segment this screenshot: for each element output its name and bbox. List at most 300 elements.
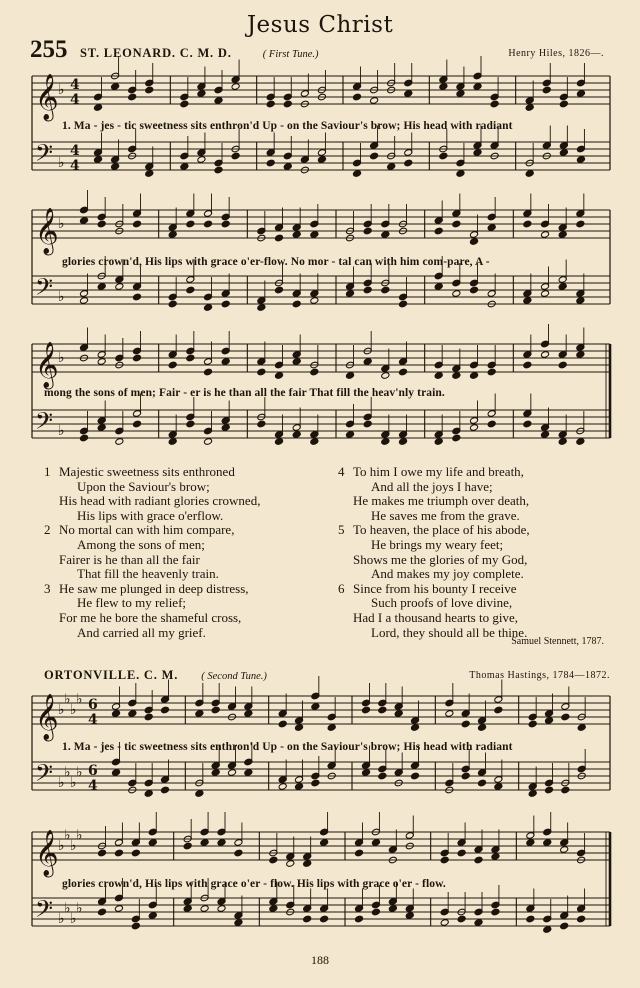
note-head: [311, 779, 320, 787]
note-head: [148, 912, 157, 920]
note-head: [487, 420, 496, 428]
note-head: [541, 231, 550, 239]
note-head: [168, 438, 177, 446]
note-head: [145, 170, 154, 178]
note-head: [371, 908, 380, 916]
note-head: [133, 293, 142, 301]
note-head: [111, 163, 120, 171]
note-head: [576, 351, 585, 359]
note-head: [197, 90, 206, 98]
note-head: [234, 919, 243, 927]
verse-line: [338, 480, 530, 495]
note-head: [541, 290, 550, 298]
note-head: [97, 358, 106, 366]
note-head: [577, 915, 586, 923]
lyric-line: 1. Ma - jes - tic sweetness sits enthron'd Up - on the Saviour's brow; His head with radiant: [62, 741, 513, 753]
note-head: [161, 706, 170, 714]
verse-text: Upon the Saviour's brow;: [77, 478, 210, 494]
note-head: [183, 842, 192, 850]
verse-text: To heaven, the place of his abode,: [353, 522, 530, 538]
note-head: [461, 720, 470, 728]
verse-text: And all the joys I have;: [371, 478, 493, 494]
note-head: [186, 420, 195, 428]
note-head: [183, 905, 192, 913]
note-head: [541, 351, 550, 359]
note-head: [381, 372, 390, 380]
note-head: [452, 220, 461, 228]
note-head: [541, 431, 550, 439]
note-head: [353, 170, 362, 178]
note-head: [355, 915, 364, 923]
verse-line: [338, 611, 530, 626]
note-head: [576, 156, 585, 164]
note-head: [494, 706, 503, 714]
note-head: [399, 368, 408, 376]
note-head: [231, 83, 240, 91]
note-head: [195, 790, 204, 798]
note-head: [131, 849, 140, 857]
first-tune-header: [80, 46, 319, 61]
bass-clef-icon: 𝄢: [35, 759, 54, 792]
note-head: [186, 220, 195, 228]
hymn-number: 255: [30, 36, 68, 63]
verse-text: Had I a thousand hearts to give,: [353, 609, 518, 625]
note-head: [473, 83, 482, 91]
note-head: [411, 724, 420, 732]
flat-icon: ♭: [70, 775, 77, 791]
note-head: [200, 839, 209, 847]
note-head: [221, 424, 230, 432]
verse-text: For me he bore the shameful cross,: [59, 609, 242, 625]
note-head: [452, 372, 461, 380]
note-head: [217, 839, 226, 847]
flat-icon: ♭: [58, 423, 65, 439]
note-head: [133, 354, 142, 362]
verse-line: [44, 567, 260, 582]
note-head: [411, 772, 420, 780]
flat-icon: ♭: [76, 764, 83, 781]
note-head: [545, 786, 554, 794]
verse-line: [44, 553, 260, 568]
note-head: [439, 152, 448, 160]
tune-composer: Henry Hiles, 1826—.: [508, 48, 604, 59]
verse-line: [44, 626, 260, 641]
note-head: [576, 438, 585, 446]
note-head: [378, 706, 387, 714]
verse-text: He saves me from the grave.: [371, 507, 520, 523]
note-head: [310, 368, 319, 376]
note-head: [80, 297, 89, 305]
note-head: [558, 361, 567, 369]
note-head: [576, 90, 585, 98]
note-head: [461, 772, 470, 780]
flat-icon: ♭: [70, 911, 77, 927]
flat-icon: ♭: [76, 827, 83, 844]
verse-text: His lips with grace o'erflow.: [77, 507, 224, 523]
note-head: [560, 846, 569, 854]
note-head: [404, 159, 413, 167]
bass-clef-icon: 𝄢: [35, 273, 54, 306]
note-head: [558, 231, 567, 239]
verse-number: 4: [338, 464, 345, 479]
note-head: [186, 286, 195, 294]
note-head: [320, 915, 329, 923]
note-head: [523, 361, 532, 369]
verse-text: His head with radiant glories crowned,: [59, 493, 261, 509]
note-head: [295, 724, 304, 732]
note-head: [478, 724, 487, 732]
note-head: [292, 300, 301, 308]
note-head: [559, 100, 568, 108]
flat-icon: ♭: [64, 900, 71, 917]
note-head: [266, 159, 275, 167]
verse-line: [44, 465, 260, 480]
note-head: [283, 100, 292, 108]
note-head: [231, 152, 240, 160]
note-head: [440, 919, 449, 927]
note-head: [310, 231, 319, 239]
treble-clef-icon: 𝄞: [35, 208, 59, 254]
note-head: [295, 783, 304, 791]
flat-icon: ♭: [58, 702, 65, 718]
note-head: [128, 710, 137, 718]
verse-text: Fairer is he than all the fair: [59, 551, 200, 567]
note-head: [445, 710, 454, 718]
note-head: [186, 354, 195, 362]
note-head: [97, 220, 106, 228]
note-head: [577, 724, 586, 732]
note-head: [457, 849, 466, 857]
note-head: [404, 90, 413, 98]
bass-clef-icon: 𝄢: [35, 407, 54, 440]
note-head: [161, 786, 170, 794]
note-head: [576, 220, 585, 228]
verse-number: 3: [44, 580, 51, 596]
note-head: [525, 104, 534, 112]
note-head: [561, 786, 570, 794]
note-head: [269, 856, 278, 864]
note-head: [317, 156, 326, 164]
tune-note: ( Second Tune.): [201, 671, 267, 682]
note-head: [440, 856, 449, 864]
flat-icon: ♭: [76, 691, 83, 708]
verse-number: 2: [44, 522, 51, 538]
note-head: [200, 905, 209, 913]
note-head: [362, 769, 371, 777]
verse-author: Samuel Stennett, 1787.: [511, 636, 604, 647]
note-head: [452, 290, 461, 298]
note-head: [278, 720, 287, 728]
verse-text: He flew to my relief;: [77, 595, 187, 611]
note-head: [523, 297, 532, 305]
flat-icon: ♭: [58, 911, 65, 927]
note-head: [491, 908, 500, 916]
note-head: [269, 905, 278, 913]
verse-text: And makes my joy complete.: [371, 566, 524, 582]
note-head: [292, 231, 301, 239]
flat-icon: ♭: [58, 289, 65, 305]
verse-text: Majestic sweetness sits enthroned: [59, 464, 235, 479]
note-head: [346, 372, 355, 380]
note-head: [234, 849, 243, 857]
note-head: [94, 104, 103, 112]
flat-icon: ♭: [58, 838, 65, 854]
note-head: [80, 434, 89, 442]
note-head: [561, 713, 570, 721]
note-head: [197, 156, 206, 164]
verse-line: [44, 480, 260, 495]
flat-icon: ♭: [64, 764, 71, 781]
time-sig-bottom: 4: [88, 712, 98, 728]
note-head: [286, 860, 295, 868]
verse-line: [338, 538, 530, 553]
verse-line: [44, 582, 260, 597]
tune-composer: Thomas Hastings, 1784—1872.: [469, 670, 610, 681]
flat-icon: ♭: [58, 216, 65, 232]
note-head: [80, 217, 89, 225]
lyric-line: 1. Ma - jes - tic sweetness sits enthron'd Up - on the Saviour's brow; His head with radiant: [62, 120, 513, 132]
flat-icon: ♭: [58, 350, 65, 366]
flat-icon: ♭: [58, 155, 65, 171]
verse-line: [338, 523, 530, 538]
note-head: [494, 783, 503, 791]
note-head: [474, 919, 483, 927]
time-sig-top: 4: [70, 77, 80, 93]
note-head: [399, 300, 408, 308]
tune-name: ORTONVILLE. C. M.: [44, 668, 179, 682]
note-head: [257, 420, 266, 428]
note-head: [346, 431, 355, 439]
note-head: [394, 710, 403, 718]
note-head: [387, 163, 396, 171]
verses-left: [44, 465, 260, 640]
verse-line: [44, 494, 260, 509]
note-head: [405, 912, 414, 920]
verse-line: [44, 611, 260, 626]
note-head: [470, 238, 479, 246]
note-head: [576, 297, 585, 305]
lyric-line: glories crown'd, His lips with grace o'er-flow. No mor - tal can with him com-pare, A -: [62, 256, 490, 268]
note-head: [558, 283, 567, 291]
note-head: [133, 420, 142, 428]
treble-clef-icon: 𝄞: [35, 694, 59, 740]
flat-icon: ♭: [64, 827, 71, 844]
note-head: [217, 905, 226, 913]
time-sig-top: 6: [88, 763, 98, 779]
verse-line: [338, 582, 530, 597]
verse-line: [44, 538, 260, 553]
note-head: [470, 424, 479, 432]
flat-icon: ♭: [70, 838, 77, 854]
note-head: [303, 915, 312, 923]
verse-text: Since from his bounty I receive: [353, 580, 517, 596]
time-sig-top: 4: [70, 143, 80, 159]
note-head: [399, 438, 408, 446]
note-head: [292, 358, 301, 366]
note-head: [528, 790, 537, 798]
note-head: [94, 156, 103, 164]
verse-text: He brings my weary feet;: [371, 536, 504, 552]
note-head: [275, 372, 284, 380]
verse-text: To him I owe my life and breath,: [353, 464, 524, 479]
note-head: [97, 283, 106, 291]
flat-icon: ♭: [58, 82, 65, 98]
note-head: [221, 300, 230, 308]
note-head: [525, 170, 534, 178]
note-head: [381, 231, 390, 239]
verse-text: He makes me triumph over death,: [353, 493, 530, 509]
note-head: [470, 286, 479, 294]
note-head: [363, 358, 372, 366]
note-head: [434, 227, 443, 235]
note-head: [370, 152, 379, 160]
note-head: [353, 93, 362, 101]
note-head: [452, 434, 461, 442]
verse-line: [338, 626, 530, 641]
note-head: [457, 915, 466, 923]
note-head: [543, 926, 552, 934]
note-head: [346, 290, 355, 298]
time-sig-bottom: 4: [88, 778, 98, 794]
verse-text: Such proofs of love divine,: [371, 595, 513, 611]
verse-line: [44, 509, 260, 524]
note-head: [559, 149, 568, 157]
verse-text: He saw me plunged in deep distress,: [59, 580, 249, 596]
note-head: [112, 710, 121, 718]
flat-icon: ♭: [58, 775, 65, 791]
note-head: [204, 368, 213, 376]
note-head: [275, 286, 284, 294]
second-tune-header: [44, 668, 267, 683]
verse-line: [338, 465, 530, 480]
note-head: [257, 368, 266, 376]
note-head: [311, 703, 320, 711]
note-head: [128, 93, 137, 101]
verse-line: [338, 553, 530, 568]
verse-text: Shows me the glories of my God,: [353, 551, 528, 567]
note-head: [363, 227, 372, 235]
note-head: [474, 856, 483, 864]
note-head: [145, 86, 154, 94]
verse-line: [44, 596, 260, 611]
note-head: [98, 849, 107, 857]
verse-line: [338, 494, 530, 509]
note-head: [320, 839, 329, 847]
verse-line: [338, 596, 530, 611]
note-head: [275, 234, 284, 242]
note-head: [221, 220, 230, 228]
note-head: [378, 772, 387, 780]
note-head: [115, 283, 124, 291]
note-head: [131, 922, 140, 930]
note-head: [168, 231, 177, 239]
note-head: [434, 438, 443, 446]
note-head: [362, 706, 371, 714]
note-head: [526, 839, 535, 847]
note-head: [526, 915, 535, 923]
note-head: [370, 97, 379, 105]
verse-text: Among the sons of men;: [77, 536, 205, 552]
note-head: [228, 769, 237, 777]
note-head: [180, 163, 189, 171]
note-head: [363, 286, 372, 294]
music-system: [0, 334, 640, 464]
bass-clef-icon: 𝄢: [35, 895, 54, 928]
verse-text: And carried all my grief.: [77, 624, 206, 640]
verse-number: 1: [44, 464, 51, 479]
note-head: [214, 97, 223, 105]
note-head: [371, 839, 380, 847]
note-head: [303, 860, 312, 868]
flat-icon: ♭: [76, 900, 83, 917]
note-head: [456, 170, 465, 178]
note-head: [168, 361, 177, 369]
treble-clef-icon: 𝄞: [35, 342, 59, 388]
note-head: [381, 438, 390, 446]
note-head: [97, 424, 106, 432]
note-head: [283, 163, 292, 171]
time-sig-bottom: 4: [70, 158, 80, 174]
note-head: [388, 905, 397, 913]
note-head: [310, 297, 319, 305]
note-head: [355, 849, 364, 857]
time-sig-top: 6: [88, 697, 98, 713]
note-head: [292, 431, 301, 439]
bass-clef-icon: 𝄢: [35, 139, 54, 172]
note-head: [456, 90, 465, 98]
note-head: [211, 769, 220, 777]
note-head: [487, 368, 496, 376]
note-head: [148, 839, 157, 847]
note-head: [111, 83, 120, 91]
note-head: [133, 220, 142, 228]
note-head: [558, 438, 567, 446]
note-head: [112, 769, 121, 777]
note-head: [244, 710, 253, 718]
page-number: 188: [311, 953, 329, 967]
verse-text: No mortal can with him compare,: [59, 522, 235, 538]
note-head: [491, 853, 500, 861]
verse-line: [338, 567, 530, 582]
note-head: [221, 358, 230, 366]
note-head: [195, 710, 204, 718]
note-head: [257, 304, 266, 312]
note-head: [327, 724, 336, 732]
page-heading: Jesus Christ: [246, 12, 394, 38]
tune-note: ( First Tune.): [262, 49, 319, 60]
verse-line: [44, 523, 260, 538]
note-head: [560, 922, 569, 930]
note-head: [244, 769, 253, 777]
note-head: [523, 220, 532, 228]
note-head: [473, 149, 482, 157]
note-head: [310, 438, 319, 446]
note-head: [528, 720, 537, 728]
verse-number: 6: [338, 580, 345, 596]
note-head: [114, 905, 123, 913]
verse-text: Lord, they should all be thine.: [371, 624, 528, 640]
time-sig-bottom: 4: [70, 92, 80, 108]
note-head: [180, 100, 189, 108]
tune-name: ST. LEONARD. C. M. D.: [80, 46, 232, 60]
note-head: [434, 372, 443, 380]
note-head: [211, 706, 220, 714]
note-head: [266, 100, 275, 108]
note-head: [523, 420, 532, 428]
note-head: [545, 717, 554, 725]
note-head: [490, 100, 499, 108]
note-head: [204, 438, 213, 446]
